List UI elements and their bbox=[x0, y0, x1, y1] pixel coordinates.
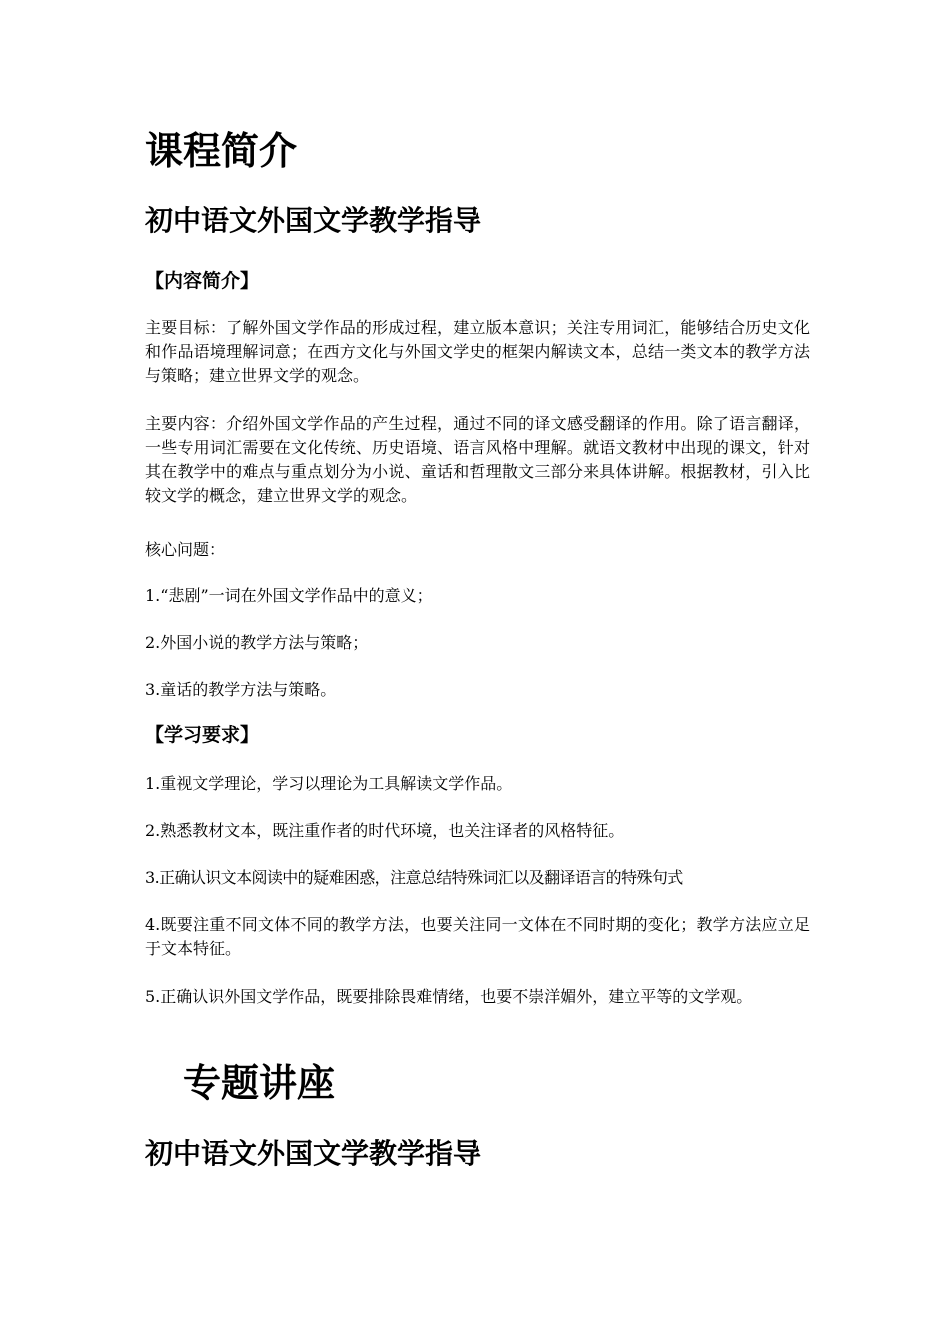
core-questions-label: 核心问题： bbox=[145, 540, 226, 559]
lecture-title: 专题讲座 bbox=[183, 1061, 336, 1105]
core-question-item: 1.“悲剧”一词在外国文学作品中的意义； bbox=[145, 586, 433, 605]
requirement-item: 5.正确认识外国文学作品，既要排除畏难情绪，也要不崇洋媚外，建立平等的文学观。 bbox=[145, 987, 753, 1006]
requirement-item: 3.正确认识文本阅读中的疑难困惑，注意总结特殊词汇以及翻译语言的特殊句式 bbox=[145, 868, 683, 887]
requirement-item: 2.熟悉教材文本，既注重作者的时代环境，也关注译者的风格特征。 bbox=[145, 821, 625, 840]
course-intro-title: 课程简介 bbox=[145, 129, 298, 173]
main-content-paragraph: 主要内容：介绍外国文学作品的产生过程，通过不同的译文感受翻译的作用。除了语言翻译，一些专用词汇需要在文化传统、历史语境、语言风格中理解。就语文教材中出现的课文，针对其在教学中的难点与重点划分为小说、童话和哲理散文三部分来具体讲解。根据教材，引入比较文学的概念，建立世界文学的观念。 bbox=[145, 414, 810, 505]
core-question-item: 2.外国小说的教学方法与策略； bbox=[145, 633, 369, 652]
core-question-item: 3.童话的教学方法与策略。 bbox=[145, 680, 337, 699]
requirements-heading: 【学习要求】 bbox=[145, 724, 260, 746]
course-intro-subtitle: 初中语文外国文学教学指导 bbox=[145, 204, 482, 237]
requirement-item: 4.既要注重不同文体不同的教学方法，也要关注同一文体在不同时期的变化；教学方法应立足于文本特征。 bbox=[145, 915, 810, 958]
lecture-subtitle: 初中语文外国文学教学指导 bbox=[145, 1137, 482, 1170]
requirement-item: 1.重视文学理论，学习以理论为工具解读文学作品。 bbox=[145, 774, 513, 793]
main-goal-paragraph: 主要目标：了解外国文学作品的形成过程，建立版本意识；关注专用词汇，能够结合历史文化和作品语境理解词意；在西方文化与外国文学史的框架内解读文本，总结一类文本的教学方法与策略；建立世界文学的观念。 bbox=[145, 318, 810, 385]
content-heading: 【内容简介】 bbox=[145, 270, 260, 292]
